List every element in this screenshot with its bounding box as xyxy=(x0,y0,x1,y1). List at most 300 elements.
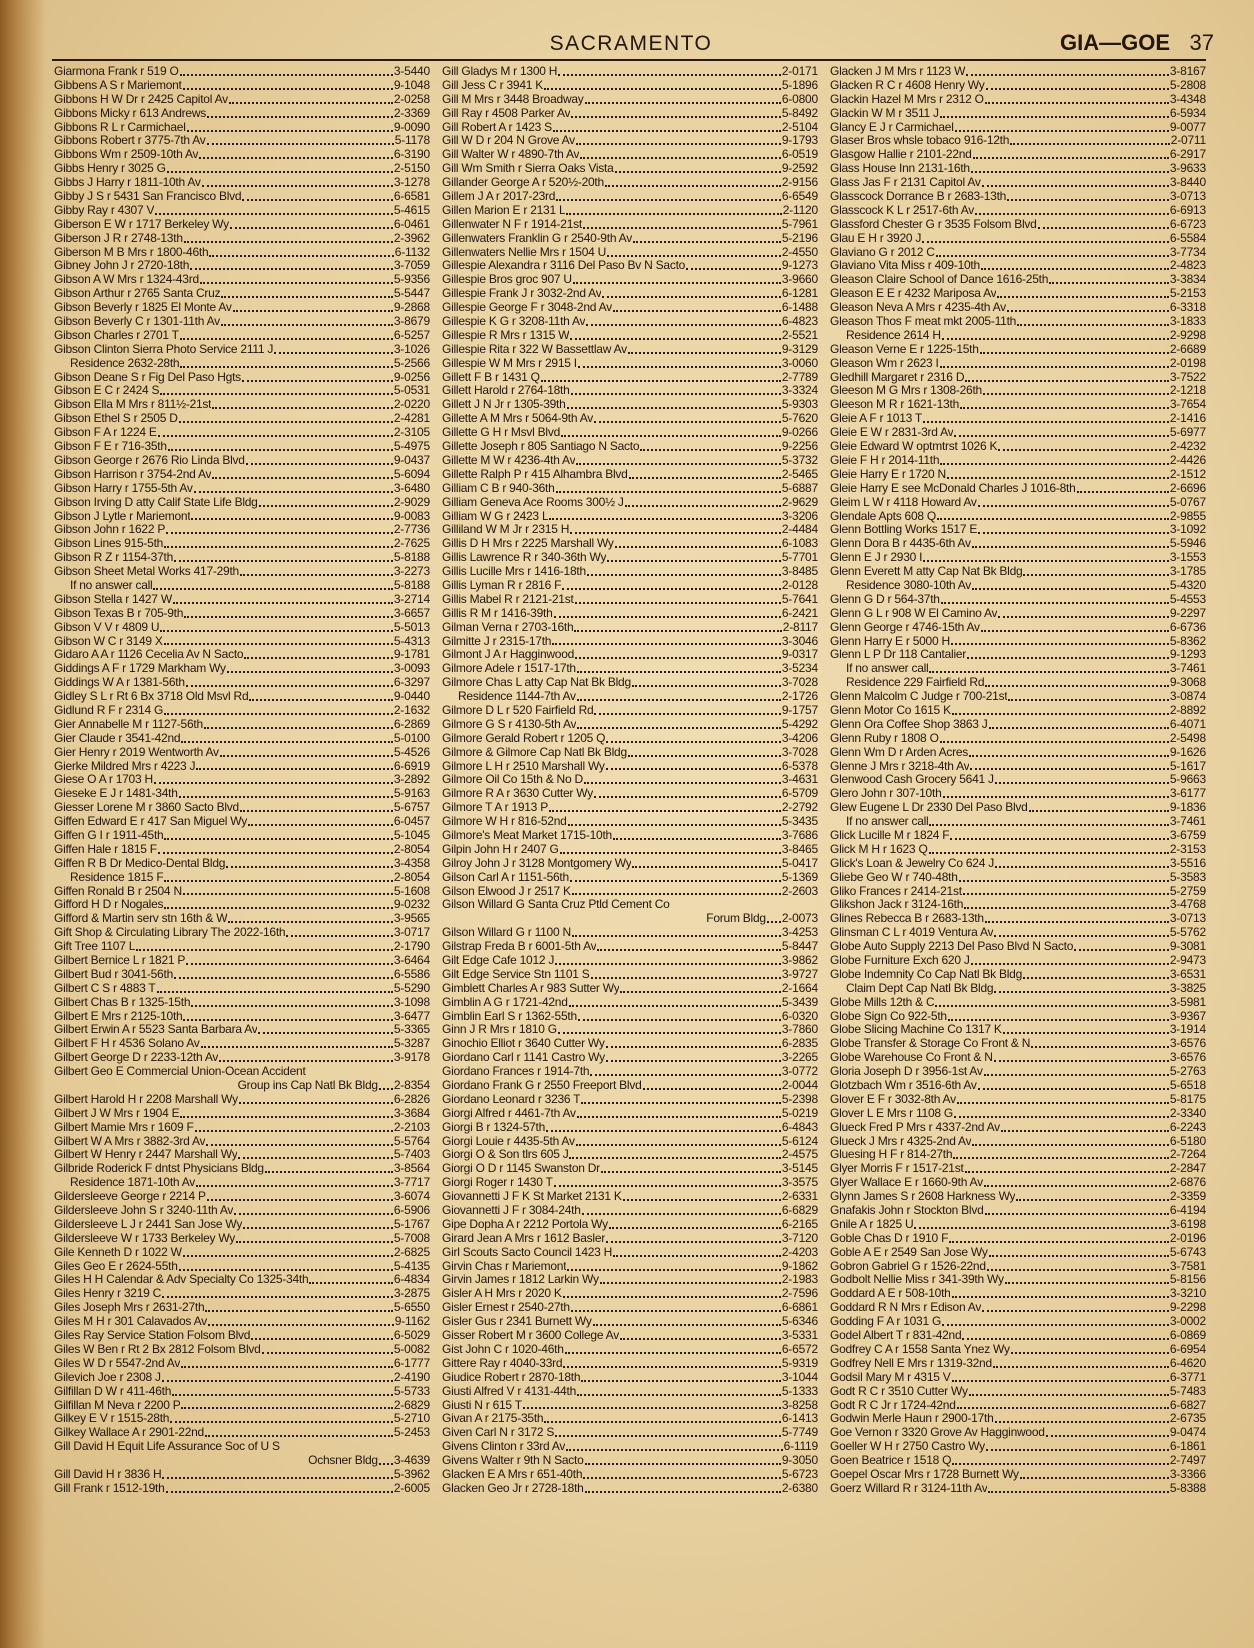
listing-phone: 6-2869 xyxy=(393,717,430,731)
dot-leader xyxy=(587,574,781,576)
listing-entry xyxy=(830,1135,1206,1149)
listing-name: Godel Albert T r 831-42nd xyxy=(830,1329,962,1343)
listing-entry xyxy=(54,384,430,398)
listing-phone: 3-2892 xyxy=(393,773,430,787)
listing-entry xyxy=(54,648,430,662)
listing-name: Residence 1144-7th Av xyxy=(458,690,576,704)
listing-phone: 3-4206 xyxy=(781,731,818,745)
dot-leader xyxy=(183,1255,393,1257)
listing-entry xyxy=(830,1010,1206,1024)
listing-name: Glikshon Jack r 3124-16th xyxy=(830,898,964,912)
listing-entry xyxy=(442,496,818,510)
listing-name: Gibbs Henry r 3025 G xyxy=(54,162,166,176)
dot-leader xyxy=(234,1213,393,1215)
listing-name: Gill Jess C r 3941 K xyxy=(442,78,544,92)
column-2 xyxy=(442,65,818,1628)
listing-phone: 3-6657 xyxy=(393,606,430,620)
listing-entry xyxy=(54,1232,430,1246)
dot-leader xyxy=(576,143,781,145)
listing-name: Gillespie Rita r 322 W Bassettlaw Av xyxy=(442,342,627,356)
listing-phone: 3-5234 xyxy=(781,662,818,676)
listing-entry xyxy=(442,1260,818,1274)
listing-phone: 5-8388 xyxy=(1169,1481,1206,1495)
dot-leader xyxy=(158,435,393,437)
listing-phone: 3-0060 xyxy=(781,356,818,370)
listing-name: Glover L E Mrs r 1108 G xyxy=(830,1106,953,1120)
listing-name: Gibson F A r 1224 E xyxy=(54,426,157,440)
listing-entry xyxy=(442,357,818,371)
dot-leader xyxy=(962,1338,1168,1340)
dot-leader xyxy=(625,505,781,507)
listing-phone: 5-3583 xyxy=(1169,870,1206,884)
listing-entry xyxy=(830,760,1206,774)
listing-phone: 3-9727 xyxy=(781,967,818,981)
listing-entry xyxy=(54,787,430,801)
listing-phone: 6-6913 xyxy=(1169,203,1206,217)
listing-phone: 2-9298 xyxy=(1169,328,1206,342)
listing-entry xyxy=(442,162,818,176)
listing-entry xyxy=(442,482,818,496)
listing-name: Gibbons Wm r 2509-10th Av xyxy=(54,148,199,162)
listing-entry xyxy=(442,940,818,954)
listing-entry xyxy=(442,801,818,815)
listing-phone: 2-3369 xyxy=(393,106,430,120)
dot-leader xyxy=(379,1463,393,1465)
listing-phone: 3-6074 xyxy=(393,1190,430,1204)
listing-phone: 3-8258 xyxy=(781,1398,818,1412)
listing-phone: 6-1281 xyxy=(781,287,818,301)
listing-entry xyxy=(54,496,430,510)
listing-entry xyxy=(442,1121,818,1135)
listing-phone: 2-1512 xyxy=(1169,467,1206,481)
listing-name: Giorgi Louie r 4435-5th Av xyxy=(442,1134,575,1148)
listing-phone: 3-3834 xyxy=(1169,273,1206,287)
listing-entry xyxy=(54,1190,430,1204)
listing-entry xyxy=(830,551,1206,565)
listing-phone: 5-4526 xyxy=(393,745,430,759)
listing-phone: 5-7403 xyxy=(393,1148,430,1162)
listing-entry xyxy=(830,1176,1206,1190)
listing-phone: 3-8465 xyxy=(781,842,818,856)
listing-name: Gilstrap Freda B r 6001-5th Av xyxy=(442,940,597,954)
listing-phone: 5-0082 xyxy=(393,1342,430,1356)
dot-leader xyxy=(186,963,393,965)
listing-phone: 3-1833 xyxy=(1169,315,1206,329)
column-3 xyxy=(830,65,1206,1628)
dot-leader xyxy=(570,532,781,534)
listing-entry xyxy=(830,1218,1206,1232)
listing-phone: 3-3206 xyxy=(781,509,818,523)
dot-leader xyxy=(205,1310,392,1312)
city-title: SACRAMENTO xyxy=(549,32,713,55)
listing-entry xyxy=(54,440,430,454)
listing-phone: 5-6977 xyxy=(1169,426,1206,440)
dot-leader xyxy=(544,1421,781,1423)
listing-name: Gibson Lines 915-5th xyxy=(54,537,164,551)
listing-name: Glueck J Mrs r 4325-2nd Av xyxy=(830,1134,972,1148)
listing-name: Gilmore L H r 2510 Marshall Wy xyxy=(442,759,605,773)
listing-name: Glick Lucille M r 1824 F xyxy=(830,828,950,842)
listing-phone: 2-3962 xyxy=(393,231,430,245)
dot-leader xyxy=(180,74,393,76)
listing-phone: 9-1781 xyxy=(393,648,430,662)
dot-leader xyxy=(566,213,781,215)
dot-leader xyxy=(948,1019,1169,1021)
listing-name: Gleim L W r 4118 Howard Av xyxy=(830,495,977,509)
listing-phone: 6-6581 xyxy=(393,190,430,204)
listing-name: Giordano Frances r 1914-7th xyxy=(442,1065,590,1079)
listing-name: Globe Auto Supply 2213 Del Paso Blvd N Sacto xyxy=(830,940,1074,954)
listing-phone: 6-5378 xyxy=(781,759,818,773)
listing-name: Gleason Verne E r 1225-15th xyxy=(830,342,979,356)
listing-name: Gimblett Charles A r 983 Sutter Wy xyxy=(442,981,620,995)
dot-leader xyxy=(632,866,780,868)
listing-entry xyxy=(830,746,1206,760)
listing-name: Godt R C Jr r 1724-42nd xyxy=(830,1398,956,1412)
dot-leader xyxy=(554,1185,781,1187)
listing-entry xyxy=(54,176,430,190)
listing-name: Gilson Willard G Santa Cruz Ptld Cement Co xyxy=(442,898,670,912)
listing-entry xyxy=(830,773,1206,787)
listing-entry xyxy=(830,676,1206,690)
listing-entry xyxy=(54,1287,430,1301)
listing-phone: 3-8564 xyxy=(393,1162,430,1176)
listing-name: Gilkey Wallace A r 2901-22nd xyxy=(54,1426,204,1440)
dot-leader xyxy=(593,1324,781,1326)
dot-leader xyxy=(184,241,393,243)
listing-name: Gillette M W r 4236-4th Av xyxy=(442,453,576,467)
listing-entry xyxy=(830,607,1206,621)
dot-leader xyxy=(628,755,781,757)
listing-name: Gilson Elwood J r 2517 K xyxy=(442,884,571,898)
listing-entry xyxy=(442,732,818,746)
listing-name: Globe Slicing Machine Co 1317 K xyxy=(830,1023,1002,1037)
listing-name: Gillespie K G r 3208-11th Av xyxy=(442,315,586,329)
listing-phone: 5-6757 xyxy=(393,801,430,815)
listing-name: Giorgi B r 1324-57th xyxy=(442,1120,546,1134)
dot-leader xyxy=(248,824,393,826)
dot-leader xyxy=(199,157,393,159)
dot-leader xyxy=(221,296,392,298)
dot-leader xyxy=(997,296,1168,298)
listing-name: Gill Frank r 1512-19th xyxy=(54,1481,165,1495)
listing-name: Glenn L P Dr 118 Cantalier xyxy=(830,648,967,662)
listing-phone: 6-6723 xyxy=(1169,217,1206,231)
listing-name: Gill Walter W r 4890-7th Av xyxy=(442,148,580,162)
listing-phone: 5-2566 xyxy=(393,356,430,370)
listing-name: Goeller W H r 2750 Castro Wy xyxy=(830,1440,985,1454)
listing-phone: 5-9163 xyxy=(393,787,430,801)
listing-phone: 5-4553 xyxy=(1169,592,1206,606)
listing-name: Globe Indemnity Co Cap Natl Bk Bldg xyxy=(830,967,1023,981)
listing-phone: 3-9178 xyxy=(393,1051,430,1065)
dot-leader xyxy=(1016,1199,1169,1201)
dot-leader xyxy=(240,810,393,812)
listing-name: Gibson R Z r 1154-37th xyxy=(54,551,174,565)
dot-leader xyxy=(1010,143,1170,145)
dot-leader xyxy=(929,671,1168,673)
listing-entry xyxy=(54,510,430,524)
listing-phone: 5-8188 xyxy=(393,551,430,565)
listing-phone: 3-1278 xyxy=(393,176,430,190)
listing-name: Giarmona Frank r 519 O xyxy=(54,65,179,78)
dot-leader xyxy=(207,116,393,118)
dot-leader xyxy=(239,1102,393,1104)
listing-entry xyxy=(442,1371,818,1385)
listing-phone: 5-7961 xyxy=(781,217,818,231)
listing-name: Gift Tree 1107 L xyxy=(54,940,136,954)
dot-leader xyxy=(162,1380,393,1382)
listing-entry xyxy=(54,246,430,260)
dot-leader xyxy=(561,435,781,437)
listing-entry xyxy=(54,357,430,371)
listing-name: Gleie Harry E r 1720 N xyxy=(830,467,946,481)
listing-name: Glassford Chester G r 3535 Folsom Blvd xyxy=(830,217,1037,231)
listing-entry xyxy=(830,1246,1206,1260)
listing-entry xyxy=(830,662,1206,676)
listing-entry xyxy=(442,1190,818,1204)
dot-leader xyxy=(379,1088,393,1090)
listing-name: Glaser Bros whsle tobaco 916-12th xyxy=(830,134,1010,148)
listing-phone: 2-3105 xyxy=(393,426,430,440)
listing-name: Goen Beatrice r 1518 Q xyxy=(830,1454,952,1468)
listing-name: Girard Jean A Mrs r 1612 Basler xyxy=(442,1231,605,1245)
listing-name: Godbolt Nellie Miss r 341-39th Wy xyxy=(830,1273,1004,1287)
listing-entry xyxy=(54,1343,430,1357)
listing-phone: 3-9367 xyxy=(1169,1009,1206,1023)
listing-entry xyxy=(54,190,430,204)
dot-leader xyxy=(998,616,1169,618)
dot-leader xyxy=(181,1407,392,1409)
dot-leader xyxy=(242,199,392,201)
listing-name: Glines Rebecca B r 2683-13th xyxy=(830,912,984,926)
dot-leader xyxy=(556,199,781,201)
listing-name: Glacken R C r 4608 Henry Wy xyxy=(830,78,985,92)
listing-entry xyxy=(830,148,1206,162)
listing-phone: 2-3153 xyxy=(1169,842,1206,856)
listing-entry xyxy=(830,287,1206,301)
listing-phone: 6-6549 xyxy=(781,190,818,204)
listing-phone: 9-1048 xyxy=(393,78,430,92)
listing-phone: 3-6198 xyxy=(1169,1217,1206,1231)
listing-phone: 2-1790 xyxy=(393,940,430,954)
listing-phone: 2-6876 xyxy=(1169,1176,1206,1190)
listing-entry xyxy=(442,384,818,398)
dot-leader xyxy=(971,963,1169,965)
listing-entry xyxy=(830,1343,1206,1357)
listing-name: Gildersleeve W r 1733 Berkeley Wy xyxy=(54,1231,236,1245)
listing-entry xyxy=(830,1357,1206,1371)
listing-entry xyxy=(442,926,818,940)
listing-entry xyxy=(54,898,430,912)
listing-entry xyxy=(830,954,1206,968)
listing-phone: 2-9029 xyxy=(393,495,430,509)
listing-phone: 9-3068 xyxy=(1169,676,1206,690)
listing-phone: 9-1273 xyxy=(781,259,818,273)
listing-name: Gilmore W H r 816-52nd xyxy=(442,815,567,829)
listing-entry xyxy=(442,246,818,260)
dot-leader xyxy=(242,380,393,382)
listing-name: Glynn James S r 2608 Harkness Wy xyxy=(830,1190,1016,1204)
dot-leader xyxy=(164,713,393,715)
dot-leader xyxy=(615,171,781,173)
listing-name: Gilmore & Gilmore Cap Natl Bk Bldg xyxy=(442,745,627,759)
dot-leader xyxy=(229,102,393,104)
listing-phone: 3-3825 xyxy=(1169,981,1206,995)
dot-leader xyxy=(987,1269,1169,1271)
dot-leader xyxy=(567,407,781,409)
listing-entry xyxy=(442,371,818,385)
dot-leader xyxy=(973,157,1169,159)
listing-phone: 5-4292 xyxy=(781,717,818,731)
listing-name: Residence 3080-10th Av xyxy=(846,578,972,592)
listing-name: Globe Transfer & Storage Co Front & N xyxy=(830,1037,1031,1051)
dot-leader xyxy=(563,1296,781,1298)
listing-name: Gibson Clinton Sierra Photo Service 2111 J xyxy=(54,342,274,356)
listing-phone: 5-8362 xyxy=(1169,634,1206,648)
listing-phone: 2-1726 xyxy=(781,690,818,704)
listing-name: Glaviano Vita Miss r 409-10th xyxy=(830,259,980,273)
listing-entry xyxy=(442,1399,818,1413)
listing-name: Gifford H D r Nogales xyxy=(54,898,164,912)
dot-leader xyxy=(960,407,1169,409)
listing-entry xyxy=(54,412,430,426)
listing-phone: 2-1416 xyxy=(1169,412,1206,426)
listing-name: Gibson Irving D atty Calif State Life Bldg xyxy=(54,495,258,509)
listing-phone: 3-5145 xyxy=(781,1162,818,1176)
listing-name: Gloria Joseph D r 3956-1st Av xyxy=(830,1065,983,1079)
dot-leader xyxy=(549,810,781,812)
dot-leader xyxy=(174,560,393,562)
listing-name: Gilliam Geneva Ace Rooms 300½ J xyxy=(442,495,624,509)
listing-entry xyxy=(442,843,818,857)
dot-leader xyxy=(566,1449,782,1451)
listing-phone: 9-0437 xyxy=(393,453,430,467)
listing-entry xyxy=(54,287,430,301)
listing-entry xyxy=(442,1204,818,1218)
listing-entry xyxy=(54,329,430,343)
listing-phone: 3-0713 xyxy=(1169,912,1206,926)
listing-entry xyxy=(54,1301,430,1315)
dot-leader xyxy=(963,893,1169,895)
listing-phone: 3-3210 xyxy=(1169,1287,1206,1301)
listing-name: Ochsner Bldg xyxy=(308,1454,378,1468)
listing-name: Giorgi O D r 1145 Swanston Dr xyxy=(442,1162,600,1176)
listing-name: Gilbert J W Mrs r 1904 E xyxy=(54,1106,180,1120)
listing-entry xyxy=(54,1315,430,1329)
dot-leader xyxy=(286,935,393,937)
listing-phone: 9-2297 xyxy=(1169,606,1206,620)
listing-name: Gilmitte J r 2315-17th xyxy=(442,634,552,648)
listing-name: Glacken E A Mrs r 651-40th xyxy=(442,1467,583,1481)
listing-name: Gliko Frances r 2414-21st xyxy=(830,884,962,898)
dot-leader xyxy=(541,380,781,382)
listing-phone: 6-2165 xyxy=(781,1217,818,1231)
dot-leader xyxy=(943,796,1169,798)
listing-entry xyxy=(442,1287,818,1301)
dot-leader xyxy=(577,1116,781,1118)
listing-phone: 5-1617 xyxy=(1169,759,1206,773)
listing-name: Glueck Fred P Mrs r 4337-2nd Av xyxy=(830,1120,1000,1134)
dot-leader xyxy=(571,116,781,118)
dot-leader xyxy=(952,713,1169,715)
listing-name: If no answer call xyxy=(846,662,929,676)
listing-phone: 6-2826 xyxy=(393,1092,430,1106)
listing-entry xyxy=(830,565,1206,579)
listing-phone: 6-0519 xyxy=(781,148,818,162)
listing-phone: 2-1120 xyxy=(782,203,818,217)
listing-entry xyxy=(830,1162,1206,1176)
listing-phone: 3-3684 xyxy=(393,1106,430,1120)
listing-phone: 2-6689 xyxy=(1169,342,1206,356)
listing-phone: 3-7860 xyxy=(781,1023,818,1037)
listing-entry xyxy=(830,232,1206,246)
listing-name: Gidlund R F r 2314 G xyxy=(54,703,164,717)
dot-leader xyxy=(569,1157,780,1159)
listing-name: Gleason E E r 4232 Mariposa Av xyxy=(830,287,997,301)
listing-entry xyxy=(54,579,430,593)
listing-name: Ginochio Elliot r 3640 Cutter Wy xyxy=(442,1037,605,1051)
dot-leader xyxy=(623,1199,781,1201)
dot-leader xyxy=(972,588,1169,590)
listing-name: Glinsman C L r 4019 Ventura Av xyxy=(830,926,994,940)
listing-entry xyxy=(442,676,818,690)
listing-name: Gibby Ray r 4307 V xyxy=(54,203,155,217)
listing-name: Gier Claude r 3541-42nd xyxy=(54,731,181,745)
listing-entry xyxy=(442,65,818,79)
listing-phone: 5-6743 xyxy=(1169,1245,1206,1259)
dot-leader xyxy=(613,1255,781,1257)
dot-leader xyxy=(940,741,1169,743)
dot-leader xyxy=(966,74,1169,76)
dot-leader xyxy=(181,1366,393,1368)
dot-leader xyxy=(1011,1352,1169,1354)
dot-leader xyxy=(585,1463,781,1465)
listing-phone: 2-6825 xyxy=(393,1245,430,1259)
dot-leader xyxy=(552,643,781,645)
dot-leader xyxy=(609,1227,781,1229)
dot-leader xyxy=(207,1199,393,1201)
dot-leader xyxy=(180,1116,392,1118)
listing-entry xyxy=(54,1079,430,1093)
dot-leader xyxy=(164,546,393,548)
dot-leader xyxy=(994,991,1169,993)
listing-name: Giberson J R r 2748-13th xyxy=(54,231,183,245)
dot-leader xyxy=(929,824,1168,826)
listing-entry xyxy=(442,857,818,871)
listing-phone: 3-5331 xyxy=(781,1329,818,1343)
dot-leader xyxy=(168,449,393,451)
listing-phone: 5-0417 xyxy=(781,856,818,870)
dot-leader xyxy=(1007,199,1169,201)
listing-name: Glaviano G r 2012 C xyxy=(830,245,935,259)
listing-phone: 2-0711 xyxy=(1170,134,1206,148)
dot-leader xyxy=(985,685,1169,687)
listing-name: Residence 229 Fairfield Rd xyxy=(846,676,985,690)
listing-phone: 2-7596 xyxy=(781,1287,818,1301)
listing-entry xyxy=(442,1315,818,1329)
listing-entry xyxy=(442,635,818,649)
listing-name: Glick's Loan & Jewelry Co 624 J xyxy=(830,856,994,870)
dot-leader xyxy=(620,991,780,993)
listing-phone: 6-5257 xyxy=(393,328,430,342)
listing-phone: 3-7059 xyxy=(393,259,430,273)
listing-entry xyxy=(442,1093,818,1107)
listing-name: Gibson Stella r 1427 W xyxy=(54,592,172,606)
dot-leader xyxy=(173,602,393,604)
listing-phone: 2-7789 xyxy=(781,370,818,384)
listing-name: Gill Gladys M r 1300 H xyxy=(442,65,558,78)
